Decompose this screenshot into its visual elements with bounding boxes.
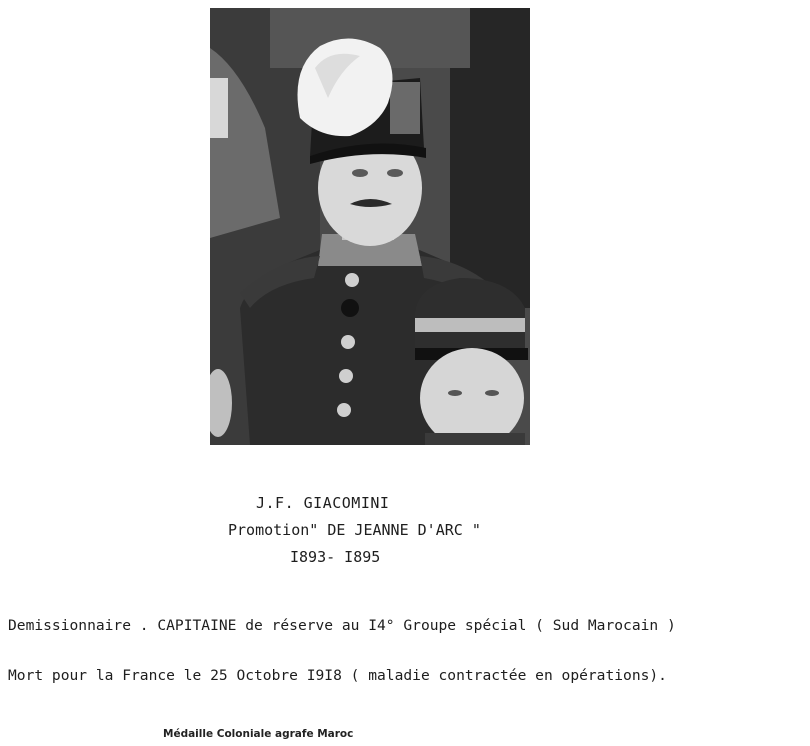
death-note: Mort pour la France le 25 Octobre I9I8 ( maladie contractée en opérations).: [8, 667, 667, 684]
portrait-photograph: [210, 8, 530, 445]
promotion-years: I893- I895: [290, 548, 381, 566]
resignation-note: Demissionnaire . CAPITAINE de réserve au I4° Groupe spécial ( Sud Marocain ): [8, 617, 676, 634]
promotion-title: Promotion" DE JEANNE D'ARC ": [228, 521, 481, 539]
photo-illustration: [210, 8, 530, 445]
officer-name: J.F. GIACOMINI: [256, 494, 390, 512]
medal-note: Médaille Coloniale agrafe Maroc: [163, 728, 354, 740]
